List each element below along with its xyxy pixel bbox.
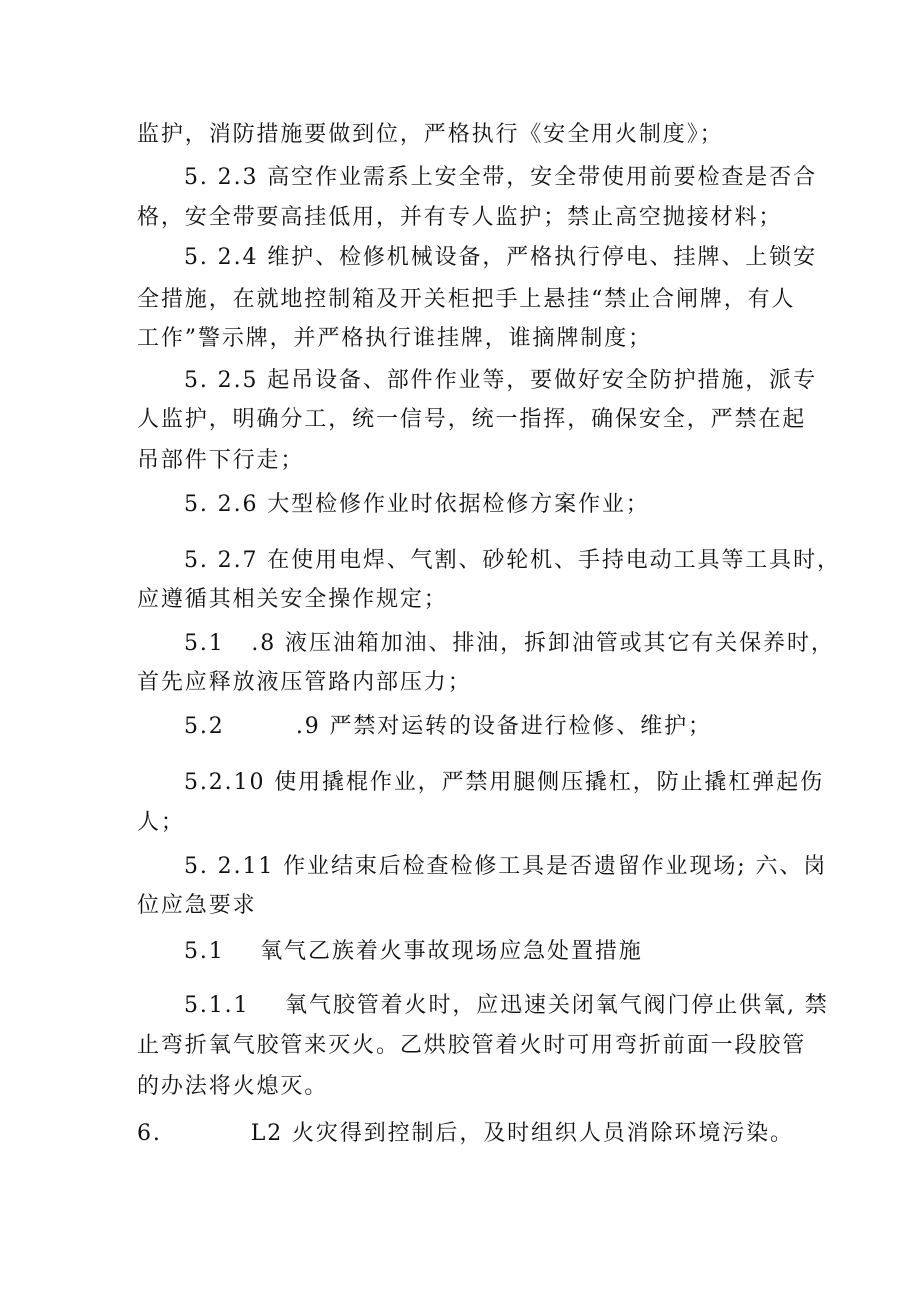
text-line: 首先应释放液压管路内部压力； [137, 670, 472, 695]
text-line: 监护，消防措施要做到位，严格执行《安全用火制度》； [137, 122, 724, 147]
text-line: 人监护，明确分工，统一信号，统一指挥，确保安全，严禁在起 [137, 407, 807, 432]
text-line: 5.2.10 使用撬棍作业，严禁用腿侧压撬杠，防止撬杠弹起伤 [184, 770, 824, 795]
text-line: 5.1 氧气乙族着火事故现场应急处置措施 [184, 939, 643, 964]
text-line: 位应急要求 [137, 893, 257, 918]
text-line: 5.2 .9 严禁对运转的设备进行检修、维护； [184, 714, 712, 739]
text-line: 5. 2.5 起吊设备、部件作业等，要做好安全防护措施，派专 [184, 368, 817, 393]
text-line: 5. 2.4 维护、检修机械设备，严格执行停电、挂牌、上锁安 [184, 245, 817, 270]
text-line: 5. 2.11 作业结束后检查检修工具是否遗留作业现场; 六、岗 [184, 854, 828, 879]
text-line: 人； [137, 810, 185, 835]
text-line: 5.1 .8 液压油箱加油、排油，拆卸油管或其它有关保养时， [184, 631, 835, 656]
text-line: 工作”警示牌，并严格执行谁挂牌，谁摘牌制度； [137, 326, 653, 351]
text-line: 6. L2 火灾得到控制后，及时组织人员消除环境污染。 [137, 1121, 794, 1146]
text-line: 5. 2.7 在使用电焊、气割、砂轮机、手持电动工具等工具时， [184, 548, 841, 573]
text-line: 格，安全带要高挂低用，并有专人监护；禁止高空抛接材料； [137, 205, 783, 230]
text-line: 全措施，在就地控制箱及开关柜把手上悬挂“禁止合闸牌，有人 [137, 287, 796, 312]
text-line: 5. 2.3 高空作业需系上安全带，安全带使用前要检查是否合 [184, 165, 817, 190]
text-line: 应遵循其相关安全操作规定； [137, 587, 448, 612]
text-line: 的办法将火熄灭。 [137, 1074, 329, 1099]
text-line: 5.1.1 氧气胶管着火时，应迅速关闭氧气阀门停止供氧, 禁 [184, 993, 829, 1018]
text-line: 吊部件下行走； [137, 448, 305, 473]
text-line: 5. 2.6 大型检修作业时依据检修方案作业； [184, 492, 650, 517]
text-line: 止弯折氧气胶管来灭火。乙烘胶管着火时可用弯折前面一段胶管 [137, 1033, 807, 1058]
